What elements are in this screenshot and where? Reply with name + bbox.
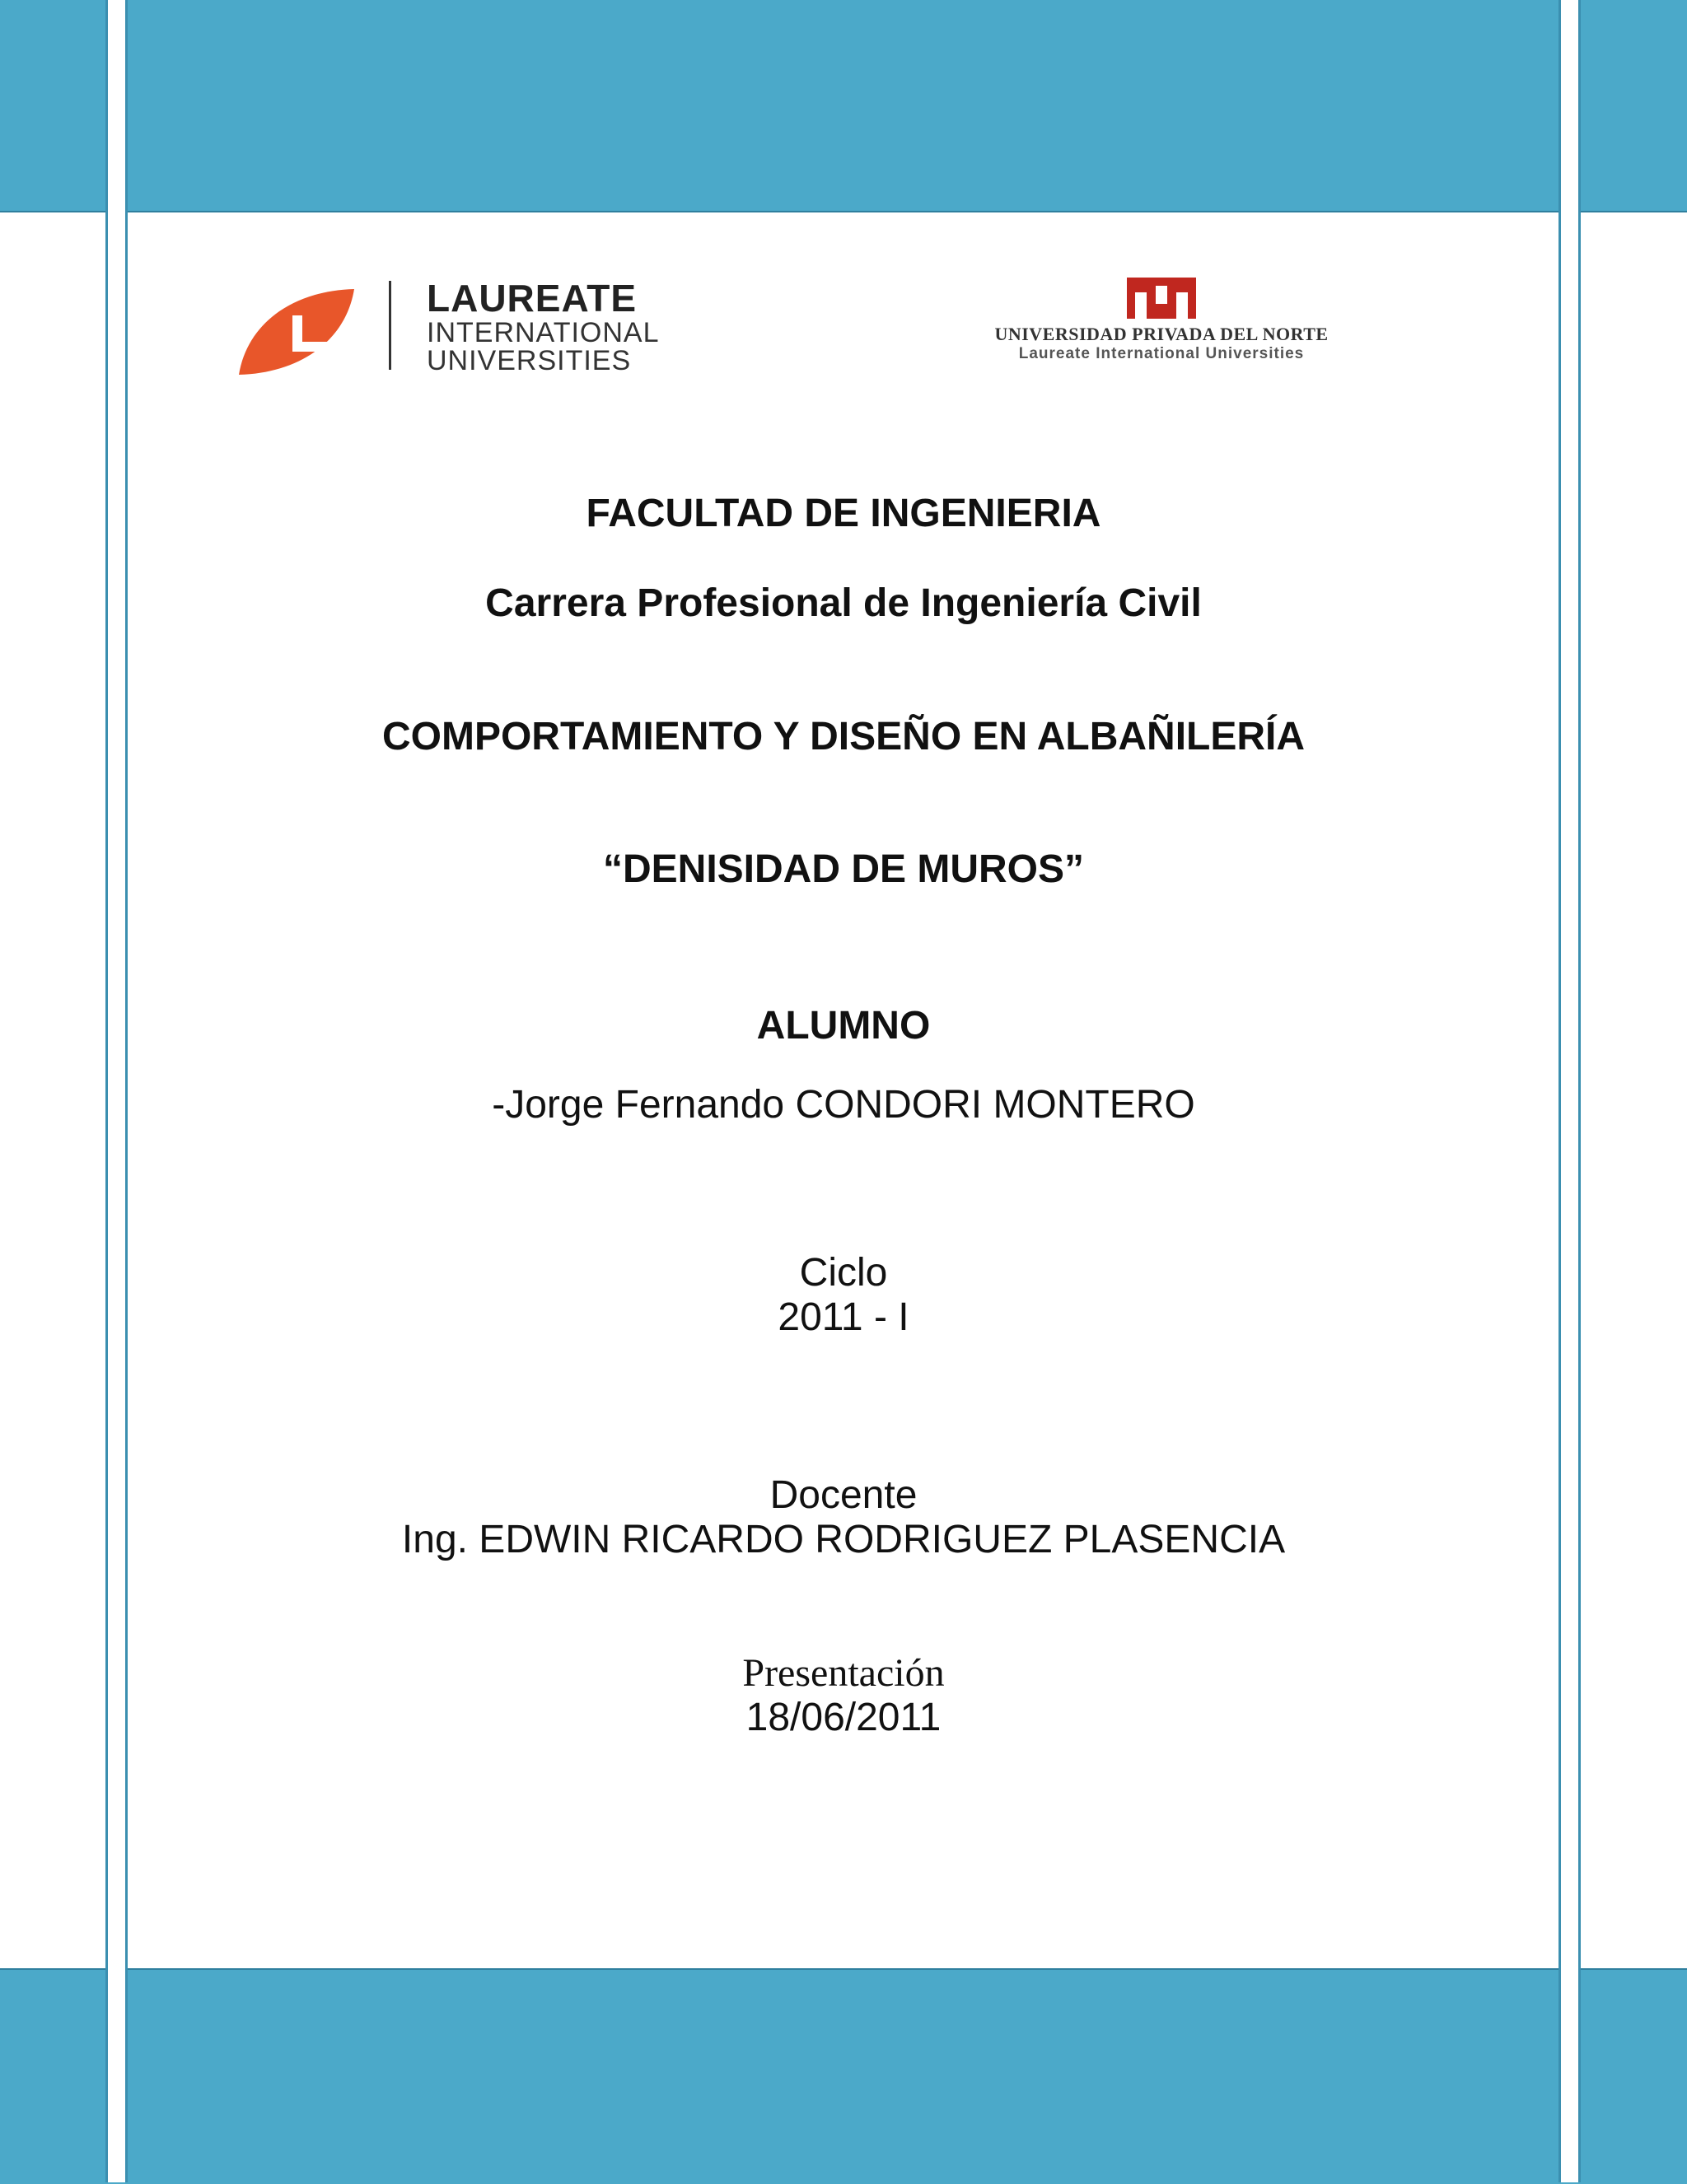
bottom-band xyxy=(0,1968,1687,2184)
teacher-name: Ing. EDWIN RICARDO RODRIGUEZ PLASENCIA xyxy=(401,1518,1286,1561)
career-title: Carrera Profesional de Ingeniería Civil xyxy=(485,581,1202,625)
upn-emblem-icon xyxy=(1127,278,1196,319)
course-title: COMPORTAMIENTO Y DISEÑO EN ALBAÑILERÍA xyxy=(381,715,1306,758)
upn-name: UNIVERSIDAD PRIVADA DEL NORTE xyxy=(994,324,1329,344)
laureate-line2: INTERNATIONAL xyxy=(427,317,660,348)
laureate-line1: LAUREATE xyxy=(427,277,638,320)
cycle-label: Ciclo xyxy=(799,1251,888,1295)
presentation-label: Presentación xyxy=(742,1651,945,1695)
laureate-line3: UNIVERSITIES xyxy=(427,345,632,376)
presentation-date: 18/06/2011 xyxy=(745,1696,942,1739)
laureate-divider xyxy=(389,281,391,370)
upn-logo xyxy=(956,276,1367,366)
student-name: -Jorge Fernando CONDORI MONTERO xyxy=(492,1083,1195,1127)
student-label: ALUMNO xyxy=(756,1004,931,1048)
top-band xyxy=(0,0,1687,212)
topic-title: “DENISIDAD DE MUROS” xyxy=(602,847,1085,891)
laureate-leaf-icon xyxy=(235,282,358,381)
laureate-logo xyxy=(235,276,696,375)
cycle-value: 2011 - I xyxy=(778,1295,909,1339)
faculty-title: FACULTAD DE INGENIERIA xyxy=(586,492,1101,535)
upn-subtitle: Laureate International Universities xyxy=(1018,345,1305,362)
teacher-label: Docente xyxy=(769,1473,918,1517)
